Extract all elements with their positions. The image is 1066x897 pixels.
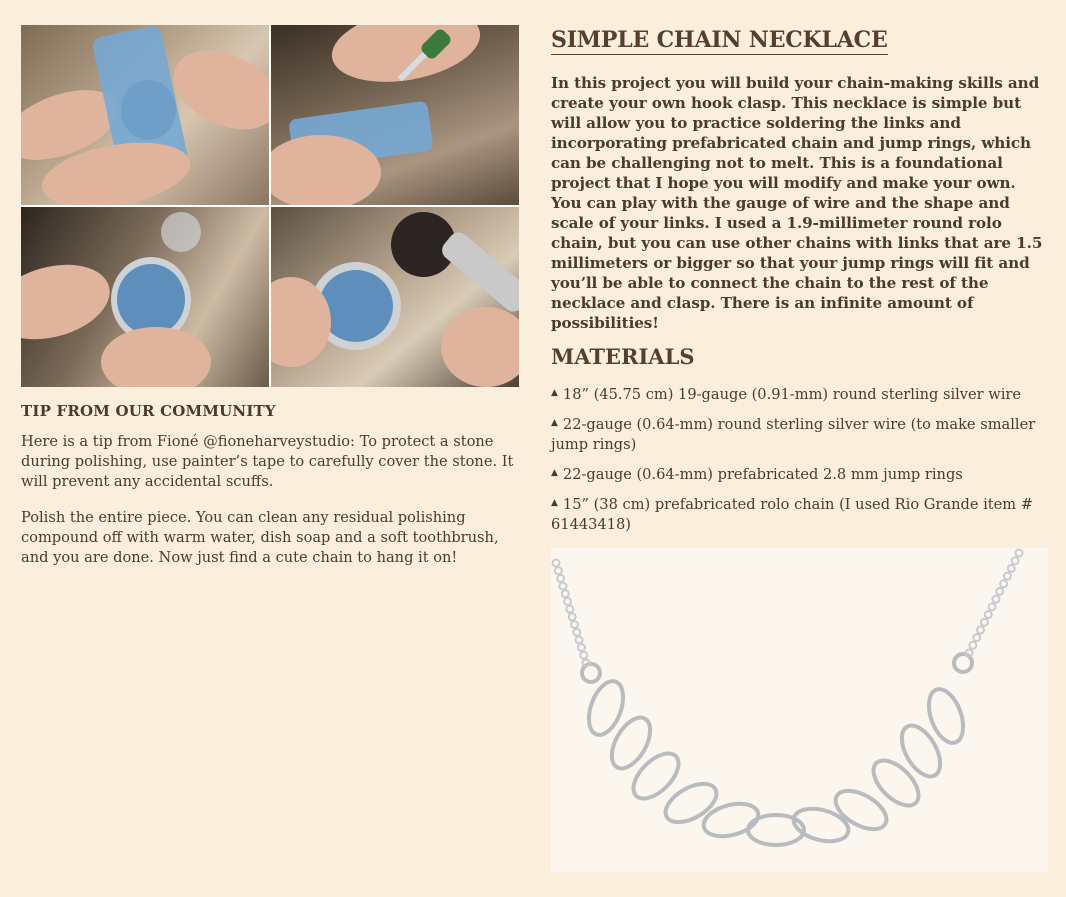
rolo-link [969, 642, 976, 649]
materials-list [551, 385, 1051, 545]
material-text: 15” (38 cm) prefabricated rolo chain (I used Rio Grande item # 61443418) [551, 496, 1033, 533]
rolo-link [992, 596, 999, 603]
rolo-link [571, 621, 578, 628]
list-item [551, 465, 1051, 485]
list-item [551, 415, 1051, 455]
rolo-link [977, 626, 984, 633]
material-text: 22-gauge (0.64-mm) prefabricated 2.8 mm jump rings [562, 466, 963, 483]
polishing-step-tape-photo [21, 25, 269, 205]
polishing-step-buffing-photo [271, 207, 519, 387]
polishing-step-pendant-photo [21, 207, 269, 387]
rolo-link [553, 560, 560, 567]
bullet-icon: ▲ [551, 468, 558, 478]
rolo-link [1000, 580, 1007, 587]
material-text: 18” (45.75 cm) 19-gauge (0.91-mm) round sterling silver wire [562, 386, 1022, 403]
rolo-link [981, 619, 988, 626]
tip-paragraph: Here is a tip from Fioné @fioneharveystudio: To protect a stone during polishing, use painter’s tape to carefully cover the stone. It will prevent any accidental scuffs. [21, 433, 514, 490]
rolo-link [578, 644, 585, 651]
material-text: 22-gauge (0.64-mm) round sterling silver wire (to make smaller jump rings) [551, 416, 1036, 453]
rolo-link [1004, 573, 1011, 580]
intro-paragraph: In this project you will build your chain-making skills and create your own hook clasp. This necklace is simple but will allow you to practice soldering the links and incorporating prefabricated chain and jump rings, which can be challenging not to melt. This is a foundational project that I hope you will modify and make your own. You can play with the gauge of wire and the shape and scale of your links. I used a 1.9-millimeter round rolo chain, but you can use other chains with links that are 1.5 millimeters or bigger so that your jump rings will fit and you’ll be able to connect the chain to the rest of the necklace and clasp. There is an infinite amount of possibilities! [551, 74, 1043, 332]
rolo-link [1016, 550, 1023, 557]
rolo-link [564, 598, 571, 605]
chain-link [626, 746, 687, 807]
rolo-link [557, 575, 564, 582]
rolo-link [996, 588, 1003, 595]
rolo-link [973, 634, 980, 641]
page-title: SIMPLE CHAIN NECKLACE [551, 27, 888, 53]
chain-link [866, 753, 927, 814]
polish-paragraph: Polish the entire piece. You can clean any residual polishing compound off with warm water, dish soap and a soft toothbrush, and you are done. Now just find a cute chain to hang it on! [21, 509, 499, 566]
rolo-link [566, 606, 573, 613]
rolo-link [1008, 565, 1015, 572]
rolo-link [989, 603, 996, 610]
polishing-photo-grid [21, 25, 519, 387]
chain-link [604, 711, 658, 774]
rolo-link [562, 590, 569, 597]
rolo-link [580, 652, 587, 659]
bullet-icon: ▲ [551, 498, 558, 508]
rolo-link [559, 583, 566, 590]
rolo-link [569, 613, 576, 620]
rolo-link [573, 629, 580, 636]
rolo-link [1012, 557, 1019, 564]
materials-heading: MATERIALS [551, 344, 695, 369]
polishing-step-knife-photo [271, 25, 519, 205]
tip-heading: TIP FROM OUR COMMUNITY [21, 402, 276, 420]
chain-link [894, 719, 948, 782]
rolo-link [555, 567, 562, 574]
list-item [551, 495, 1051, 535]
bullet-icon: ▲ [551, 388, 558, 398]
rolo-link [985, 611, 992, 618]
rolo-link [576, 636, 583, 643]
bullet-icon: ▲ [551, 418, 558, 428]
list-item [551, 385, 1051, 405]
chain-necklace-photo [551, 548, 1048, 872]
